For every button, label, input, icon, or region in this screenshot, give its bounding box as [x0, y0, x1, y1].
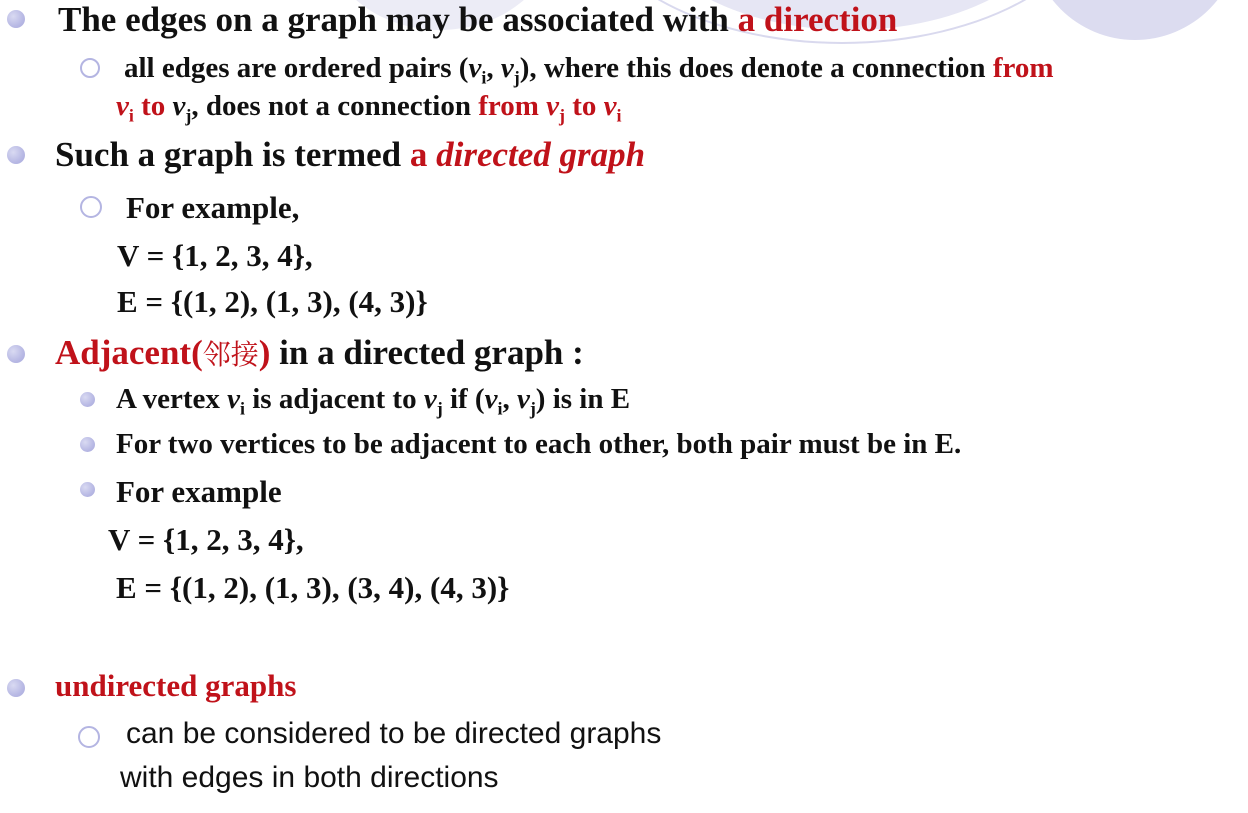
var: v: [116, 90, 129, 122]
adjacent-both-pairs: For two vertices to be adjacent to each other, both pair must be in E.: [116, 428, 962, 460]
sub: j: [436, 398, 443, 419]
var: v: [546, 90, 559, 122]
vertex-set: V = {1, 2, 3, 4},: [117, 238, 313, 273]
sub: j: [513, 67, 520, 88]
bullet-ring-icon: [80, 196, 102, 218]
undirected-description-line2: with edges in both directions: [120, 761, 499, 794]
bullet-text: The edges on a graph may be associated with: [58, 0, 738, 39]
sub: i: [481, 67, 487, 88]
var: v: [500, 52, 514, 84]
text: if (: [442, 383, 485, 415]
var: v: [172, 90, 186, 122]
text: a: [409, 135, 437, 174]
text: Adjacent(: [55, 333, 203, 372]
text: , does not a connection: [191, 90, 479, 122]
sub: j: [559, 105, 565, 126]
sub: j: [529, 398, 536, 419]
text: is adjacent to: [245, 383, 424, 415]
highlight-text: from: [992, 52, 1054, 84]
bullet-ring-icon: [78, 726, 100, 748]
text: ): [258, 333, 271, 372]
bullet-adjacent: [55, 333, 584, 373]
text: ) is in E: [535, 383, 631, 415]
bullet-dot-icon: [80, 482, 95, 497]
var: v: [516, 383, 530, 415]
sub-bullet-ordered-pairs-line2: [116, 90, 622, 126]
edge-set: E = {(1, 2), (1, 3), (4, 3)}: [117, 284, 428, 319]
sub: j: [185, 105, 192, 126]
sub: i: [497, 398, 503, 419]
text: to: [572, 90, 597, 122]
text: ), where this does denote a connection: [519, 52, 993, 84]
highlight-text: a direction: [737, 0, 898, 39]
bullet-dot-icon: [7, 679, 25, 697]
bullet-directed-edges: [58, 0, 897, 40]
text: ,: [486, 52, 501, 84]
var: v: [603, 90, 617, 122]
text: to: [141, 90, 166, 122]
bullet-ring-icon: [80, 58, 100, 78]
example-label: For example,: [126, 190, 300, 225]
text: ,: [502, 383, 517, 415]
bullet-dot-icon: [7, 10, 25, 28]
highlight-text: [478, 90, 622, 126]
var: v: [227, 383, 240, 415]
bullet-dot-icon: [7, 146, 25, 164]
bullet-directed-graph: [55, 135, 645, 175]
vertex-set: V = {1, 2, 3, 4},: [108, 522, 304, 557]
bullet-dot-icon: [80, 437, 95, 452]
var: v: [423, 383, 437, 415]
bullet-dot-icon: [7, 345, 25, 363]
edge-set: E = {(1, 2), (1, 3), (3, 4), (4, 3)}: [116, 570, 510, 605]
text: all edges are ordered pairs (: [124, 52, 469, 84]
text: 邻接: [202, 338, 259, 371]
var: v: [484, 383, 498, 415]
text: A vertex: [116, 383, 228, 415]
var: v: [468, 52, 482, 84]
sub: i: [128, 105, 134, 126]
undirected-description-line1: can be considered to be directed graphs: [126, 717, 662, 750]
bullet-undirected-graphs: undirected graphs: [55, 668, 297, 703]
highlight-text: [410, 135, 645, 174]
bullet-text: Such a graph is termed: [55, 135, 410, 174]
bullet-dot-icon: [80, 392, 95, 407]
example-label: For example: [116, 474, 282, 509]
sub: i: [240, 398, 245, 419]
adjacent-definition: [116, 383, 631, 419]
text: directed graph: [436, 135, 646, 174]
highlight-text: [116, 90, 173, 126]
highlight-text: [55, 333, 270, 372]
text: from: [478, 90, 539, 122]
sub: i: [616, 105, 622, 126]
sub-bullet-ordered-pairs-line1: [124, 52, 1054, 88]
header-decoration-circle: [1030, 0, 1240, 40]
bullet-text: in a directed graph :: [270, 333, 584, 372]
